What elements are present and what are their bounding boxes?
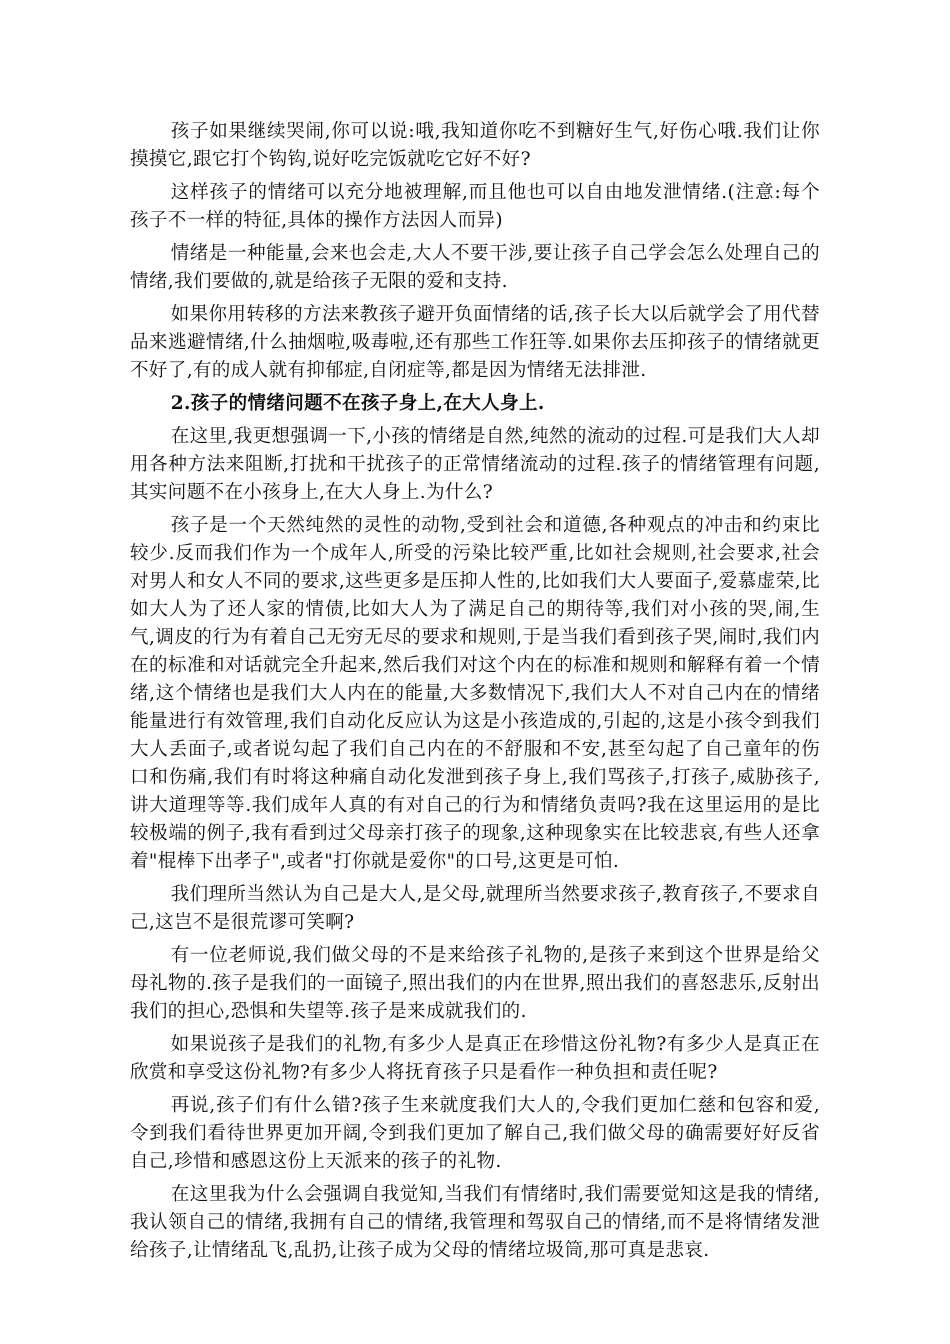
- paragraph: 再说,孩子们有什么错?孩子生来就度我们大人的,令我们更加仁慈和包容和爱,令到我们看待世界更加开阔,令到我们更加了解自己,我们做父母的确需要好好反省自己,珍惜和感恩这份上天派来的孩子的礼物.: [130, 1095, 820, 1172]
- paragraph: 如果说孩子是我们的礼物,有多少人是真正在珍惜这份礼物?有多少人是真正在欣赏和享受这份礼物?有多少人将抚育孩子只是看作一种负担和责任呢?: [130, 1034, 820, 1083]
- document-page: [130, 118, 820, 1270]
- paragraph: 情绪是一种能量,会来也会走,大人不要干涉,要让孩子自己学会怎么处理自己的情绪,我们要做的,就是给孩子无限的爱和支持.: [130, 243, 820, 292]
- paragraph: 有一位老师说,我们做父母的不是来给孩子礼物的,是孩子来到这个世界是给父母礼物的.孩子是我们的一面镜子,照出我们的内在世界,照出我们的喜怒悲乐,反射出我们的担心,恐惧和失望等.孩子是来成就我们的.: [130, 945, 820, 1022]
- section-heading: 2.孩子的情绪问题不在孩子身上,在大人身上.: [170, 393, 545, 414]
- paragraph: 孩子是一个天然纯然的灵性的动物,受到社会和道德,各种观点的冲击和约束比较少.反而我们作为一个成年人,所受的污染比较严重,比如社会规则,社会要求,社会对男人和女人不同的要求,这些更多是压抑人性的,比如我们大人要面子,爱慕虚荣,比如大人为了还人家的情债,比如大人为了满足自己的期待等,我们对小孩的哭,闹,生气,调皮的行为有着自己无穷无尽的要求和规则,于是当我们看到孩子哭,闹时,我们内在的标准和对话就完全升起来,然后我们对这个内在的标准和规则和解释有着一个情绪,这个情绪也是我们大人内在的能量,大多数情况下,我们大人不对自己内在的情绪能量进行有效管理,我们自动化反应认为这是小孩造成的,引起的,这是小孩令到我们大人丢面子,或者说勾起了我们自己内在的不舒服和不安,甚至勾起了自己童年的伤口和伤痛,我们有时将这种痛自动化发泄到孩子身上,我们骂孩子,打孩子,威胁孩子,讲大道理等等.我们成年人真的有对自己的行为和情绪负责吗?我在这里运用的是比较极端的例子,我有看到过父母亲打孩子的现象,这种现象实在比较悲哀,有些人还拿着"棍棒下出孝子",或者"打你就是爱你"的口号,这更是可怕.: [130, 515, 820, 872]
- paragraph: 如果你用转移的方法来教孩子避开负面情绪的话,孩子长大以后就学会了用代替品来逃避情绪,什么抽烟啦,吸毒啦,还有那些工作狂等.如果你去压抑孩子的情绪就更不好了,有的成人就有抑郁症,自闭症等,都是因为情绪无法排泄.: [130, 304, 820, 381]
- paragraph: 我们理所当然认为自己是大人,是父母,就理所当然要求孩子,教育孩子,不要求自己,这岂不是很荒谬可笑啊?: [130, 884, 820, 933]
- paragraph: 这样孩子的情绪可以充分地被理解,而且他也可以自由地发泄情绪.(注意:每个孩子不一样的特征,具体的操作方法因人而异): [130, 182, 820, 231]
- paragraph: 在这里,我更想强调一下,小孩的情绪是自然,纯然的流动的过程.可是我们大人却用各种方法来阻断,打扰和干扰孩子的正常情绪流动的过程.孩子的情绪管理有问题,其实问题不在小孩身上,在大人身上.为什么?: [130, 426, 820, 503]
- paragraph: 孩子如果继续哭闹,你可以说:哦,我知道你吃不到糖好生气,好伤心哦.我们让你摸摸它,跟它打个钩钩,说好吃完饭就吃它好不好?: [130, 121, 820, 170]
- paragraph: 在这里我为什么会强调自我觉知,当我们有情绪时,我们需要觉知这是我的情绪,我认领自己的情绪,我拥有自己的情绪,我管理和驾驭自己的情绪,而不是将情绪发泄给孩子,让情绪乱飞,乱扔,让孩子成为父母的情绪垃圾筒,那可真是悲哀.: [130, 1184, 820, 1261]
